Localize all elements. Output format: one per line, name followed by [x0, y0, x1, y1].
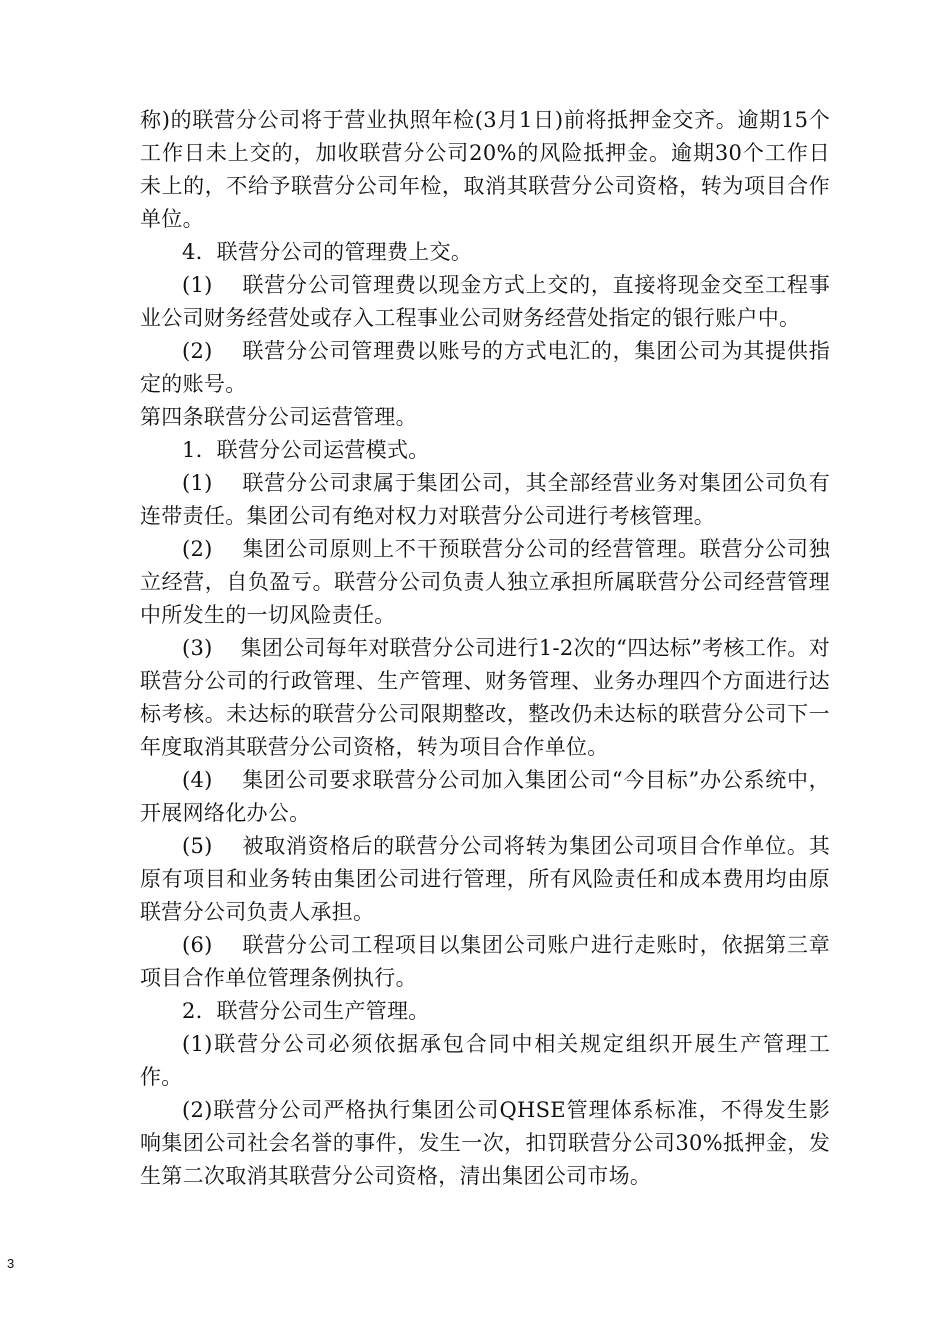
list-item-contract-production: (1)联营分公司必须依据承包合同中相关规定组织开展生产管理工作。 — [140, 1032, 830, 1089]
list-item-independent-operation: (2) 集团公司原则上不干预联营分公司的经营管理。联营分公司独立经营，自负盈亏。联营分公司负责人独立承担所属联营分公司经营管理中所发生的一切风险责任。 — [140, 537, 830, 627]
section-heading-management-fee: 4. 联营分公司的管理费上交。 — [182, 240, 473, 264]
article-heading-operations: 第四条联营分公司运营管理。 — [140, 405, 417, 429]
section-heading-production: 2. 联营分公司生产管理。 — [182, 999, 430, 1023]
list-item-account-usage: (6) 联营分公司工程项目以集团公司账户进行走账时，依据第三章项目合作单位管理条例执行。 — [140, 933, 830, 990]
list-item-qhse: (2)联营分公司严格执行集团公司QHSE管理体系标准，不得发生影响集团公司社会名誉的事件，发生一次，扣罚联营分公司30%抵押金，发生第二次取消其联营分公司资格，清出集团公司市场。 — [140, 1098, 830, 1188]
list-item-disqualification: (5) 被取消资格后的联营分公司将转为集团公司项目合作单位。其原有项目和业务转由集团公司进行管理，所有风险责任和成本费用均由原联营分公司负责人承担。 — [140, 834, 830, 924]
document-body — [140, 104, 830, 1193]
list-item-wire-transfer: (2) 联营分公司管理费以账号的方式电汇的，集团公司为其提供指定的账号。 — [140, 339, 830, 396]
page-number: 3 — [7, 1256, 15, 1271]
list-item-four-standards: (3) 集团公司每年对联营分公司进行1-2次的“四达标”考核工作。对联营分公司的行政管理、生产管理、财务管理、业务办理四个方面进行达标考核。未达标的联营分公司限期整改，整改仍未达标的联营分公司下一年度取消其联营分公司资格，转为项目合作单位。 — [140, 636, 830, 759]
section-heading-operation-mode: 1. 联营分公司运营模式。 — [182, 438, 430, 462]
paragraph-continuation: 称)的联营分公司将于营业执照年检(3月1日)前将抵押金交齐。逾期15个工作日未上交的，加收联营分公司20%的风险抵押金。逾期30个工作日未上的，不给予联营分公司年检，取消其联营分公司资格，转为项目合作单位。 — [140, 108, 830, 231]
list-item-cash-payment: (1) 联营分公司管理费以现金方式上交的，直接将现金交至工程事业公司财务经营处或存入工程事业公司财务经营处指定的银行账户中。 — [140, 273, 830, 330]
list-item-affiliation: (1) 联营分公司隶属于集团公司，其全部经营业务对集团公司负有连带责任。集团公司有绝对权力对联营分公司进行考核管理。 — [140, 471, 830, 528]
list-item-office-system: (4) 集团公司要求联营分公司加入集团公司“今目标”办公系统中，开展网络化办公。 — [140, 768, 830, 825]
